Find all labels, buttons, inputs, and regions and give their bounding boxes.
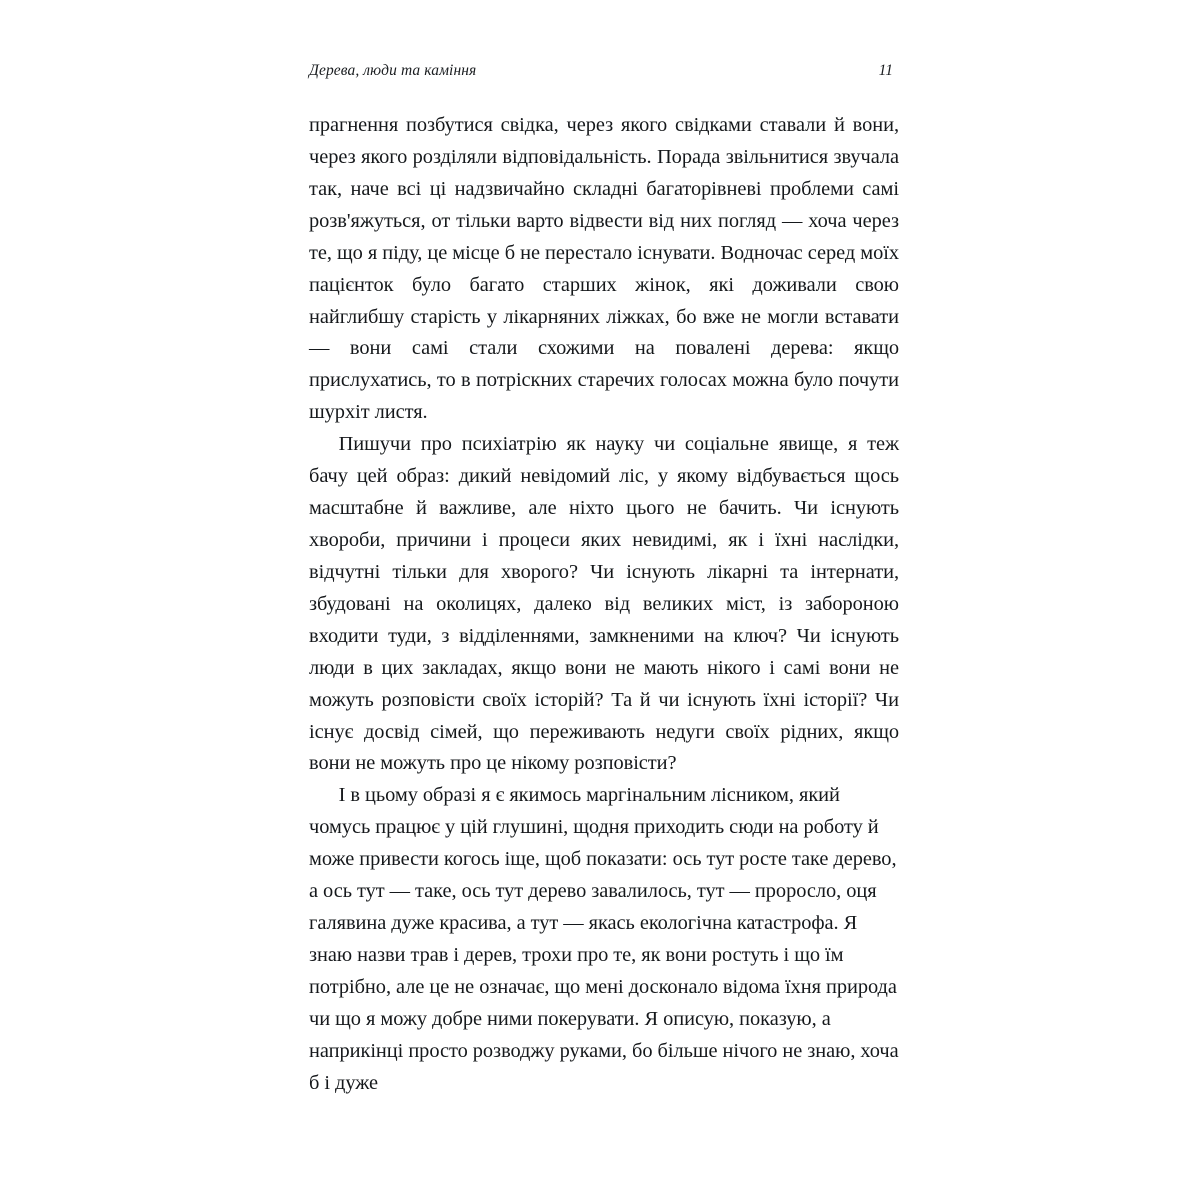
page-content [309,62,899,1100]
paragraph: І в цьому образі я є якимось маргінальним лісником, який чомусь працює у цій глушині, щодня приходить сюди на роботу й може привести когось іще, щоб показати: ось тут росте таке дерево, а ось тут — таке, ось тут дерево завалилось, тут — проросло, оця галявина дуже красива, а тут — якась екологічна катастрофа. Я знаю назви трав і дерев, трохи про те, як вони ростуть і що їм потрібно, але це не означає, що мені досконало відома їхня природа чи що я можу добре ними покерувати. Я описую, показую, а наприкінці просто розводжу руками, бо більше нічого не знаю, хоча б і дуже [309,784,899,1094]
body-text [309,110,899,1100]
running-head [309,62,899,80]
page-number: 11 [878,62,893,79]
running-head-title: Дерева, люди та каміння [309,62,477,79]
paragraph: Пишучи про психіатрію як науку чи соціальне явище, я теж бачу цей образ: дикий невідомий ліс, у якому відбувається щось масштабне й важливе, але ніхто цього не бачить. Чи існують хвороби, причини і процеси яких невидимі, як і їхні наслідки, відчутні тільки для хворого? Чи існують лікарні та інтернати, збудовані на околицях, далеко від великих міст, із забороною входити туди, з відділеннями, замкненими на ключ? Чи існують люди в цих закладах, якщо вони не мають нікого і самі вони не можуть розповісти своїх історій? Та й чи існують їхні історії? Чи існує досвід сімей, що переживають недуги своїх рідних, якщо вони не можуть про це нікому розповісти? [309,433,899,775]
paragraph: прагнення позбутися свідка, через якого свідками ставали й вони, через якого розділяли відповідальність. Порада звільнитися звучала так, наче всі ці надзвичайно складні багаторівневі проблеми самі розв'яжуться, от тільки варто відвести від них погляд — хоча через те, що я піду, це місце б не перестало існувати. Водночас серед моїх пацієнток було багато старших жінок, які доживали свою найглибшу старість у лікарняних ліжках, бо вже не могли вставати — вони самі стали схожими на повалені дерева: якщо прислухатись, то в потріскних старечих голосах можна було почути шурхіт листя. [309,114,899,424]
